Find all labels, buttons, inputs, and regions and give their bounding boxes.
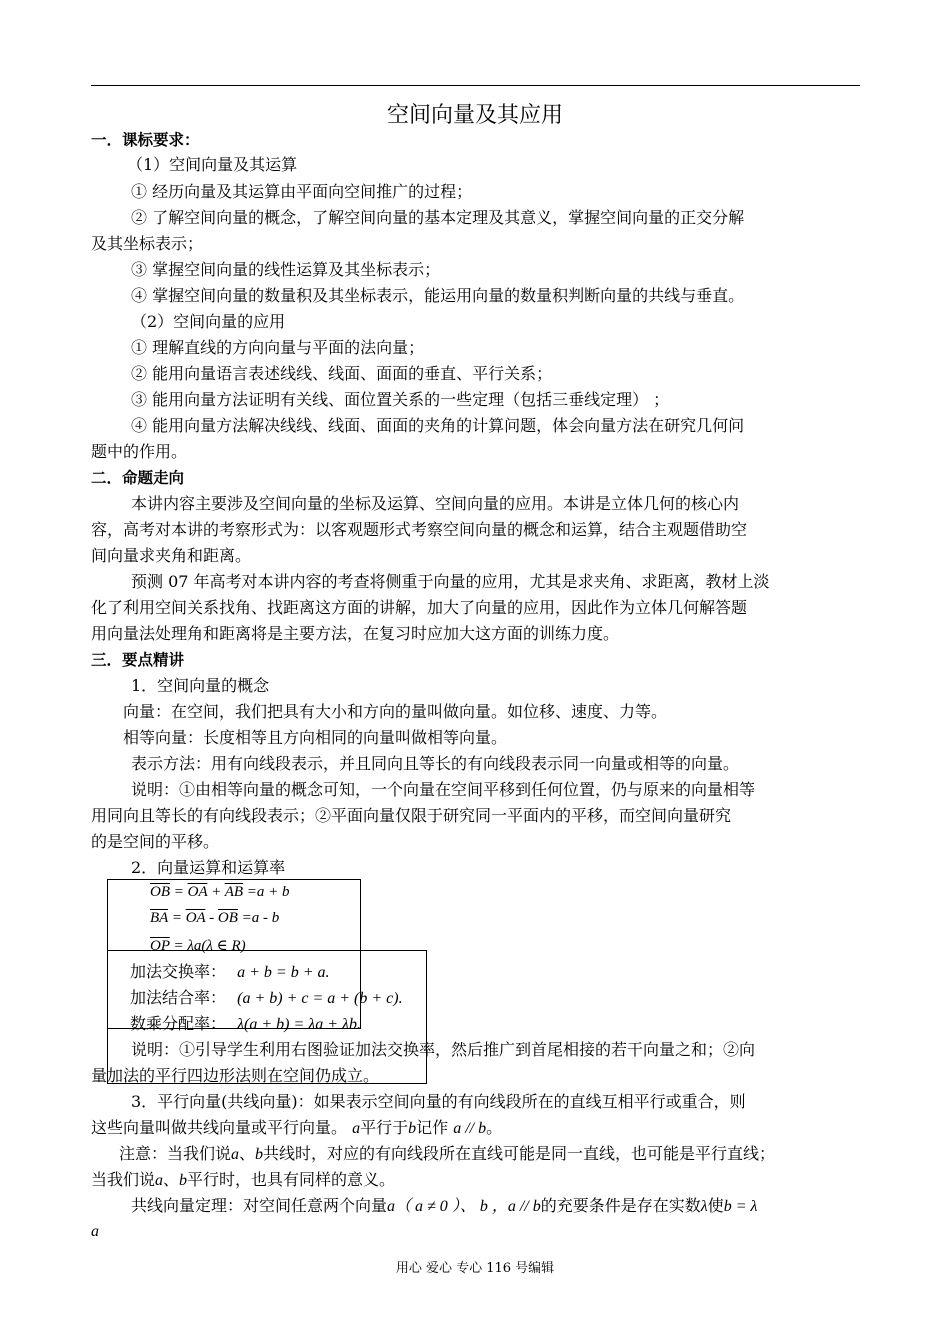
symbol-a: a	[352, 1120, 361, 1137]
law-row	[130, 1012, 420, 1037]
text-line: ① 经历向量及其运算由平面向空间推广的过程；	[131, 182, 473, 201]
text-line: （2）空间向量的应用	[131, 312, 286, 331]
text-segment: 的充要条件是存在实数	[540, 1196, 701, 1215]
law-name: 加法交换率：	[130, 962, 227, 981]
text-line: 容，高考对本讲的考察形式为：以客观题形式考察空间向量的概念和运算，结合主观题借助空	[91, 520, 748, 539]
text-line: 3．平行向量(共线向量)：如果表示空间向量的有向线段所在的直线互相平行或重合，则	[131, 1092, 746, 1111]
symbol-a: a	[155, 1172, 164, 1189]
section-heading-1: 一．课标要求：	[91, 131, 200, 149]
header-rule	[91, 85, 860, 86]
law-expression: (a + b) + c = a + (b + c).	[237, 990, 403, 1007]
vector-ob: $\overline{OB}$	[150, 884, 170, 900]
symbol-a-nonzero: （ a ≠ 0 ）	[395, 1198, 460, 1215]
minus-sign: -	[209, 910, 215, 926]
text-line: ③ 掌握空间向量的线性运算及其坐标表示；	[131, 260, 441, 279]
text-segment: 平行于	[360, 1118, 409, 1137]
symbol-a-parallel-b: a // b	[507, 1198, 541, 1215]
symbol-a-parallel-b: a // b	[453, 1120, 487, 1137]
text-segment: 共线向量定理：对空间任意两个向量	[131, 1196, 388, 1215]
text-line: （1）空间向量及其运算	[127, 155, 298, 174]
vector-formula-1	[150, 884, 290, 901]
vector-op: $\overline{OP}$	[150, 938, 170, 954]
vector-ba: $\overline{BA}$	[150, 910, 169, 926]
symbol-b: b	[179, 1172, 188, 1189]
text-segment: 记作	[416, 1118, 449, 1137]
text-line: 题中的作用。	[91, 442, 188, 461]
plus-sign: +	[211, 884, 222, 900]
text-line: ④ 掌握空间向量的数量积及其坐标表示，能运用向量的数量积判断向量的共线与垂直。	[131, 286, 745, 305]
formula-rhs: =a + b	[246, 884, 290, 900]
text-line: ③ 能用向量方法证明有关线、面位置关系的一些定理（包括三垂线定理） ；	[131, 390, 670, 409]
symbol-b-eq-lambda: b = λ	[723, 1198, 758, 1215]
text-line: 1．空间向量的概念	[131, 676, 270, 695]
text-line: 间向量求夹角和距离。	[91, 546, 252, 565]
text-line: 说明：①由相等向量的概念可知，一个向量在空间平移到任何位置，仍与原来的向量相等	[131, 780, 756, 799]
text-line: ① 理解直线的方向向量与平面的法向量；	[131, 338, 425, 357]
equals-sign: =	[171, 910, 182, 926]
text-line	[91, 1168, 860, 1193]
symbol-b: 、 b ，	[459, 1198, 508, 1215]
text-line: ② 能用向量语言表述线线、线面、面面的垂直、平行关系；	[131, 364, 553, 383]
text-segment: 、	[239, 1144, 256, 1163]
text-line: 相等向量：长度相等且方向相同的向量叫做相等向量。	[123, 728, 508, 747]
vector-oa: $\overline{OA}$	[187, 884, 208, 900]
symbol-b: b	[408, 1120, 417, 1137]
law-row	[130, 960, 420, 985]
formula-rhs: =a - b	[241, 910, 280, 926]
text-segment: 当我们说	[91, 1170, 156, 1189]
vector-oa: $\overline{OA}$	[185, 910, 206, 926]
text-line: a	[91, 1223, 99, 1240]
section-heading-2: 二．命题走向	[91, 469, 185, 487]
equals-sign: =	[173, 884, 184, 900]
vector-ab: $\overline{AB}$	[224, 884, 244, 900]
text-segment: 、	[163, 1170, 180, 1189]
text-line: 化了利用空间关系找角、找距离这方面的讲解，加大了向量的应用，因此作为立体几何解答题	[91, 598, 748, 617]
section-heading-3: 三．要点精讲	[91, 651, 185, 669]
text-line: ④ 能用向量方法解决线线、线面、面面的夹角的计算问题，体会向量方法在研究几何问	[131, 416, 745, 435]
text-line: 用同向且等长的有向线段表示；②平面向量仅限于研究同一平面内的平移，而空间向量研究	[91, 806, 732, 825]
vector-formula-3	[150, 936, 246, 955]
page-footer: 用心 爱心 专心 116 号编辑	[395, 1261, 555, 1276]
law-name: 加法结合率：	[130, 988, 227, 1007]
symbol-lambda: λ	[700, 1198, 708, 1215]
text-line	[91, 1142, 888, 1167]
law-name: 数乘分配率：	[130, 1014, 227, 1033]
text-line: 表示方法：用有向线段表示，并且同向且等长的有向线段表示同一向量或相等的向量。	[131, 754, 740, 773]
text-line: ② 了解空间向量的概念，了解空间向量的基本定理及其意义，掌握空间向量的正交分解	[131, 208, 745, 227]
law-expression: λ(a + b) = λa + λb.	[237, 1016, 361, 1033]
text-segment: 使	[707, 1196, 724, 1215]
vector-formula-2	[150, 910, 279, 927]
text-line: 本讲内容主要涉及空间向量的坐标及运算、空间向量的应用。本讲是立体几何的核心内	[131, 494, 740, 513]
document-title: 空间向量及其应用	[386, 103, 563, 128]
text-line: 预测 07 年高考对本讲内容的考查将侧重于向量的应用，尤其是求夹角、求距离，教材上淡	[131, 572, 770, 591]
text-line: 的是空间的平移。	[91, 832, 220, 851]
formula-rhs: = λa(λ ∈ R)	[173, 938, 246, 954]
text-segment: 平行时，也具有同样的意义。	[187, 1170, 396, 1189]
symbol-b: b	[255, 1146, 264, 1163]
law-expression: a + b = b + a.	[237, 964, 330, 981]
text-line: 及其坐标表示；	[91, 234, 204, 253]
text-segment: 注意：当我们说	[119, 1144, 232, 1163]
text-segment: 共线时，对应的有向线段所在直线可能是同一直线，也可能是平行直线；	[263, 1144, 776, 1163]
symbol-a: a	[387, 1198, 396, 1215]
law-row	[130, 986, 420, 1011]
vector-ob: $\overline{OB}$	[217, 910, 238, 926]
text-segment: 这些向量叫做共线向量或平行向量。	[91, 1118, 348, 1137]
text-line: 说明：①引导学生利用右图验证加法交换率，然后推广到首尾相接的若干向量之和；②向	[131, 1040, 756, 1059]
text-line: 向量：在空间，我们把具有大小和方向的量叫做向量。如位移、速度、力等。	[123, 702, 668, 721]
text-line	[91, 1194, 900, 1219]
text-segment: 。	[486, 1118, 503, 1137]
text-line	[91, 1116, 860, 1141]
text-line: 2．向量运算和运算率	[131, 858, 286, 877]
text-line: 量加法的平行四边形法则在空间仍成立。	[91, 1066, 380, 1085]
text-line: 用向量法处理角和距离将是主要方法，在复习时应加大这方面的训练力度。	[91, 624, 620, 643]
symbol-a: a	[231, 1146, 240, 1163]
